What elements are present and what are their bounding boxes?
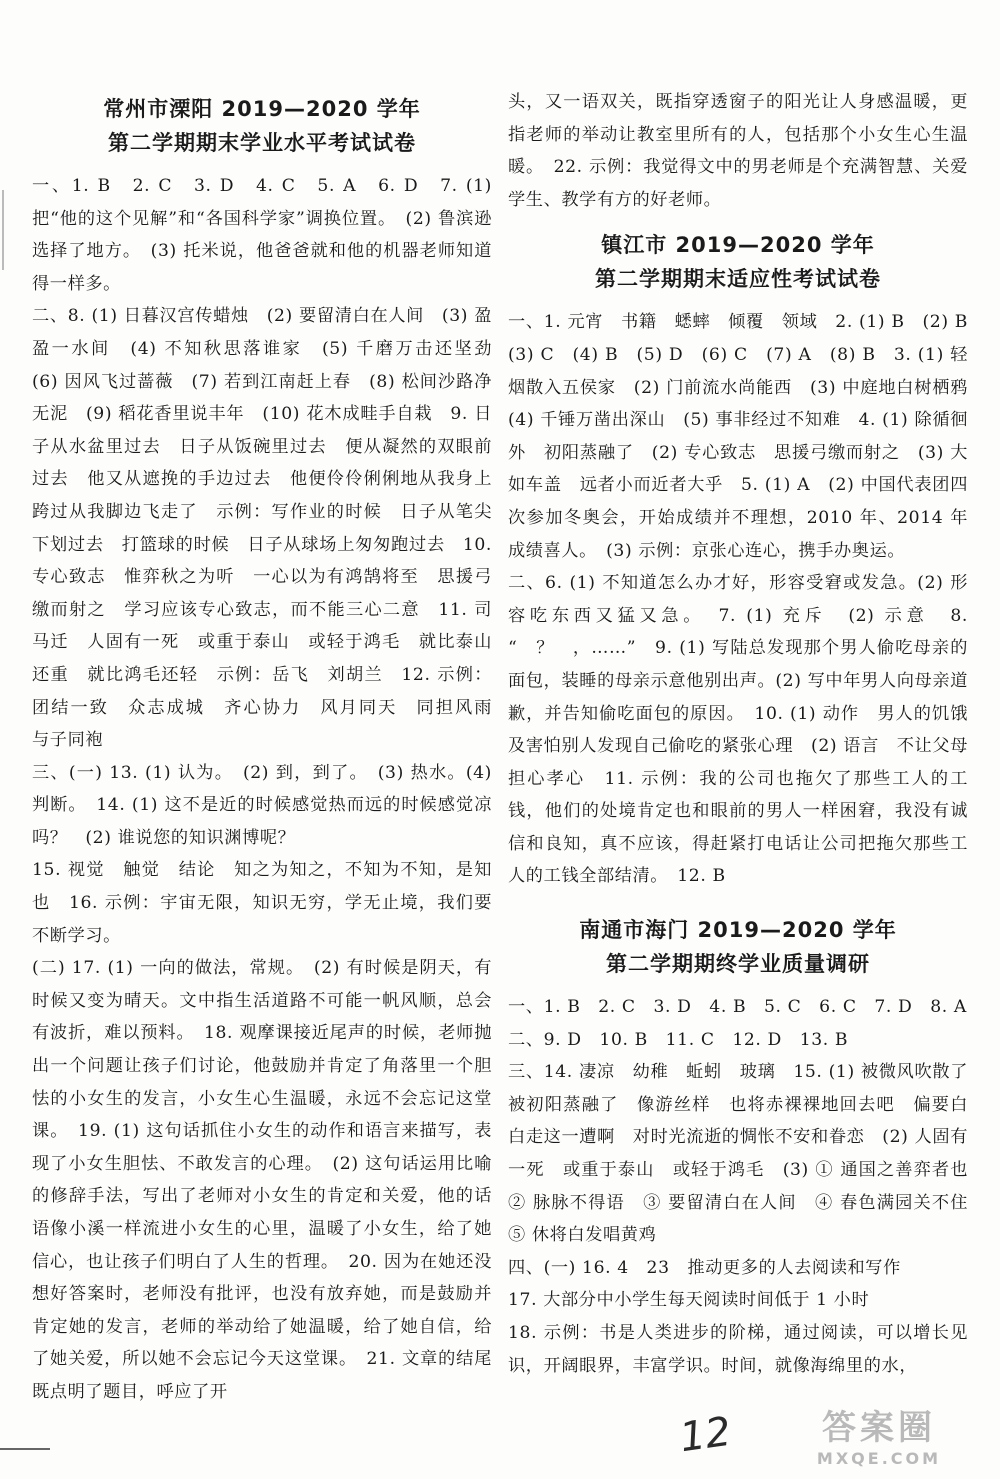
answer-paragraph: 四、(一) 16. 4 23 推动更多的人去阅读和写作: [508, 1257, 901, 1278]
exam-title-line1: 常州市溧阳 2019—2020 学年: [103, 97, 421, 121]
exam-heading-zhenjiang: [508, 216, 968, 306]
answer-paragraph: 三、14. 凄凉 幼稚 蚯蚓 玻璃 15. (1) 被微风吹散了 被初阳蒸融了 像游丝样 也将赤裸裸地回去吧 偏要白白走这一遭啊 对时光流逝的惆怅不安和眷恋 (2) 人固有一死 或重于泰山 或轻于鸿毛 (3) ① 通国之善弈者也 ② 脉脉不得语 ③ 要留清白在人间 ④ 春色满园关不住 ⑤ 休将白发唱黄鸡: [508, 1062, 986, 1246]
answer-paragraph: (二) 17. (1) 一向的做法，常规。 (2) 有时候是阴天，有时候又变为晴天。文中指生活道路不可能一帆风顺，总会有波折，难以预料。 18. 观摩课接近尾声的时候，老师抛出一个问题让孩子们讨论，他鼓励并肯定了角落里一个胆怯的小女生的发言，小女生心生温暖，永远不会忘记这堂课。 19. (1) 这句话抓住小女生的动作和语言来描写，表现了小女生胆怯、不敢发言的心理。 (2) 这句话运用比喻的修辞手法，写出了老师对小女生的肯定和关爱，他的话语像小溪一样流进小女生的心里，温暖了小女生，给了她信心，也让孩子们明白了人生的哲理。 20. 因为在她还没想好答案时，老师没有批评，也没有放弃她，而是鼓励并肯定她的发言，老师的举动给了她温暖，给了她自信，给了她关爱，所以她不会忘记今天这堂课。 21. 文章的结尾既点明了题目，呼应了开: [32, 958, 492, 1402]
answer-paragraph: 15. 视觉 触觉 结论 知之为知之，不知为不知，是知也 16. 示例：宇宙无限，知识无穷，学无止境，我们要不断学习。: [32, 860, 492, 946]
answer-paragraph: 一、1. B 2. C 3. D 4. B 5. C 6. C 7. D 8. A: [508, 997, 967, 1018]
answer-paragraph: 三、(一) 13. (1) 认为。 (2) 到，到了。 (3) 热水。(4) 判断。 14. (1) 这不是近的时候感觉热而远的时候感觉凉吗？ (2) 谁说您的知识渊博呢？: [32, 762, 492, 848]
answer-paragraph: 二、6. (1) 不知道怎么办才好，形容受窘或发急。(2) 形容吃东西又猛又急。 7. (1) 充斥 (2) 示意 8. “ ？ ，……” 9. (1) 写陆总发现那个男人偷吃母亲的面包，装睡的母亲示意他别出声。(2) 写中年男人向母亲道歉，并告知偷吃面包的原因。 10. (1) 动作 男人的饥饿及害怕别人发现自己偷吃的紧张心理 (2) 语言 不让父母担心孝心 11. 示例：我的公司也拖欠了那些工人的工钱，他们的处境肯定也和眼前的男人一样困窘，我没有诚信和良知，真不应该，得赶紧打电话让公司把拖欠那些工人的工钱全部结清。 12. B: [508, 573, 968, 887]
exam-answers-zhenjiang: [508, 306, 986, 893]
left-column: [32, 80, 510, 1417]
exam-title-line1: 南通市海门 2019—2020 学年: [579, 918, 897, 943]
binding-edge-mark: [2, 190, 4, 270]
page-margin-mark: [0, 1448, 50, 1450]
answer-continuation: 头，又一语双关，既指穿透窗子的阳光让人身感温暖，更指老师的举动让教室里所有的人，包括那个小女生心生温暖。 22. 示例：我觉得文中的男老师是个充满智慧、关爱学生、教学有方的好老师。: [508, 92, 968, 210]
site-watermark: [794, 1400, 964, 1472]
exam-answers-haimen: [508, 991, 986, 1382]
answer-paragraph: 一、1. B 2. C 3. D 4. C 5. A 6. D 7. (1) 把“他的这个见解”和“各国科学家”调换位置。 (2) 鲁滨逊选择了地方。 (3) 托米说，他爸爸就和他的机器老师知道得一样多。: [32, 176, 492, 294]
watermark-domain: MXQE.COM: [816, 1449, 942, 1468]
answer-paragraph: 二、9. D 10. B 11. C 12. D 13. B: [508, 1029, 849, 1050]
exam-answers-changzhou: [32, 170, 510, 1409]
exam-title-line2: 第二学期期终学业质量调研: [606, 952, 870, 977]
exam-title-line2: 第二学期期末学业水平考试试卷: [108, 131, 416, 155]
exam-heading-haimen: [508, 901, 968, 991]
answer-paragraph: 二、8. (1) 日暮汉宫传蜡烛 (2) 要留清白在人间 (3) 盈盈一水间 (4) 不知秋思落谁家 (5) 千磨万击还坚劲 (6) 因风飞过蔷薇 (7) 若到江南赶上春 (8) 松间沙路净无泥 (9) 稻花香里说丰年 (10) 花木成畦手自栽 9. 日子从水盆里过去 日子从饭碗里过去 便从凝然的双眼前过去 他又从遮挽的手边过去 他便伶伶俐俐地从我身上跨过从我脚边飞走了 示例：写作业的时候 日子从笔尖下划过去 打篮球的时候 日子从球场上匆匆跑过去 10. 专心致志 惟弈秋之为听 一心以为有鸿鹄将至 思援弓缴而射之 学习应该专心致志，而不能三心二意 11. 司马迁 人固有一死 或重于泰山 或轻于鸿毛 就比泰山还重 就比鸿毛还轻 示例：岳飞 刘胡兰 12. 示例：团结一致 众志成城 齐心协力 风月同天 同担风雨 与子同袍: [32, 306, 510, 751]
exam-heading-changzhou: [32, 80, 492, 170]
right-column: [508, 86, 986, 1390]
watermark-logo-text: 答案圈: [822, 1408, 936, 1448]
handwritten-page-number: 12: [677, 1408, 734, 1462]
exam-title-line2: 第二学期期末适应性考试试卷: [595, 267, 881, 292]
answer-paragraph: 18. 示例：书是人类进步的阶梯，通过阅读，可以增长见识，开阔眼界，丰富学识。时间，就像海绵里的水，: [508, 1323, 968, 1376]
exam-title-line1: 镇江市 2019—2020 学年: [601, 233, 875, 258]
answer-paragraph: 一、1. 元宵 书籍 蟋蟀 倾覆 领域 2. (1) B (2) B (3) C (4) B (5) D (6) C (7) A (8) B 3. (1) 轻烟散入五侯家 (2) 门前流水尚能西 (3) 中庭地白树栖鸦 (4) 千锤万凿出深山 (5) 事非经过不知难 4. (1) 除循徊外 初阳蒸融了 (2) 专心致志 思援弓缴而射之 (3) 大如车盖 远者小而近者大乎 5. (1) A (2) 中国代表团四次参加冬奥会，开始成绩并不理想，2010 年、2014 年成绩喜人。 (3) 示例：京张心连心，携手办奥运。: [508, 312, 986, 561]
answer-paragraph: 17. 大部分中小学生每天阅读时间低于 1 小时: [508, 1290, 870, 1311]
